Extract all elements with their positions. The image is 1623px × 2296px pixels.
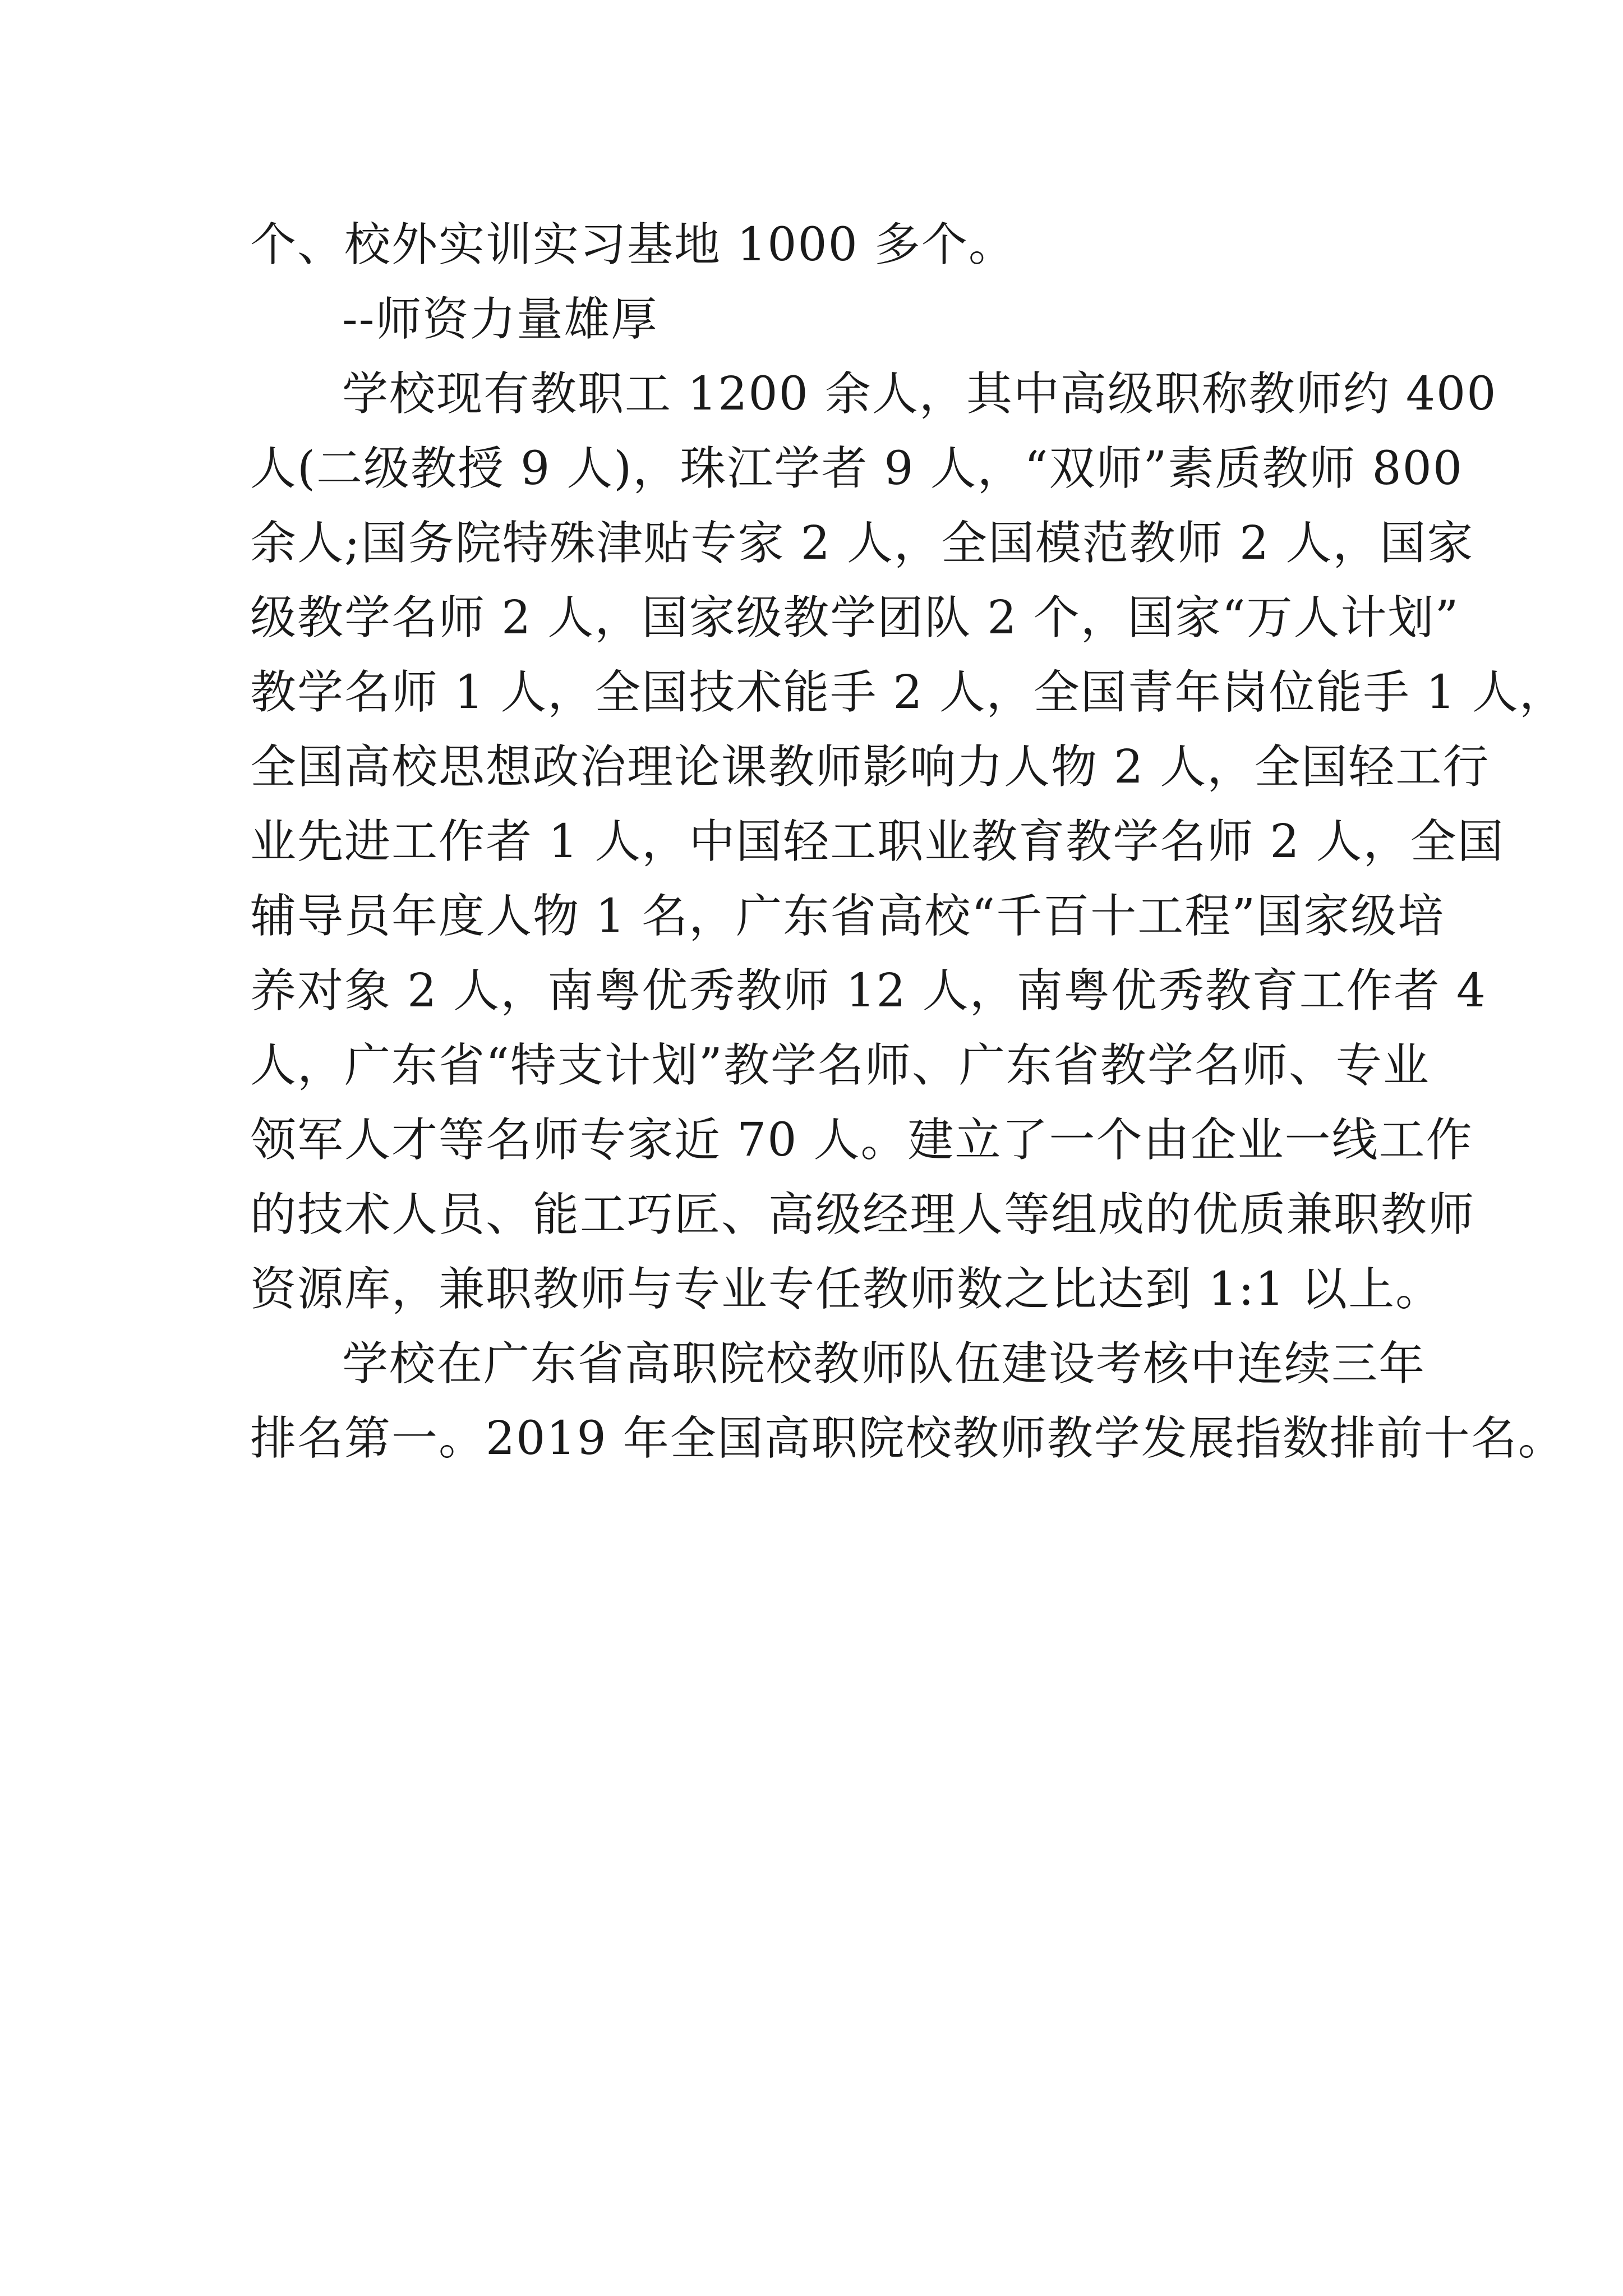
text-line: 学校在广东省高职院校教师队伍建设考核中连续三年 [342,1337,1426,1391]
text-line: 学校现有教职工 1200 余人，其中高级职称教师约 400 [342,367,1497,421]
text-line: 教学名师 1 人，全国技术能手 2 人，全国青年岗位能手 1 人， [250,666,1566,719]
body-text [250,208,1566,1476]
text-line: 排名第一。2019 年全国高职院校教师教学发展指数排前十名。 [250,1412,1565,1465]
text-line: 级教学名师 2 人，国家级教学团队 2 个，国家“万人计划” [250,591,1460,645]
text-line: 的技术人员、能工巧匠、高级经理人等组成的优质兼职教师 [250,1188,1476,1241]
text-line: 辅导员年度人物 1 名，广东省高校“千百十工程”国家级培 [250,890,1445,943]
text-line: 全国高校思想政治理论课教师影响力人物 2 人，全国轻工行 [250,740,1490,794]
text-line: 业先进工作者 1 人，中国轻工职业教育教学名师 2 人，全国 [250,815,1505,868]
text-line: 人，广东省“特支计划”教学名师、广东省教学名师、专业 [250,1039,1430,1092]
text-line: 个、校外实训实习基地 1000 多个。 [250,218,1016,272]
text-line: 养对象 2 人，南粤优秀教师 12 人，南粤优秀教育工作者 4 [250,964,1487,1018]
text-line: 资源库，兼职教师与专业专任教师数之比达到 1:1 以上。 [250,1263,1443,1316]
text-line: 人(二级教授 9 人)，珠江学者 9 人，“双师”素质教师 800 [250,442,1464,495]
text-line: 余人;国务院特殊津贴专家 2 人，全国模范教师 2 人，国家 [250,517,1474,570]
section-heading: --师资力量雄厚 [342,293,658,346]
text-line: 领军人才等名师专家近 70 人。建立了一个由企业一线工作 [250,1114,1473,1167]
